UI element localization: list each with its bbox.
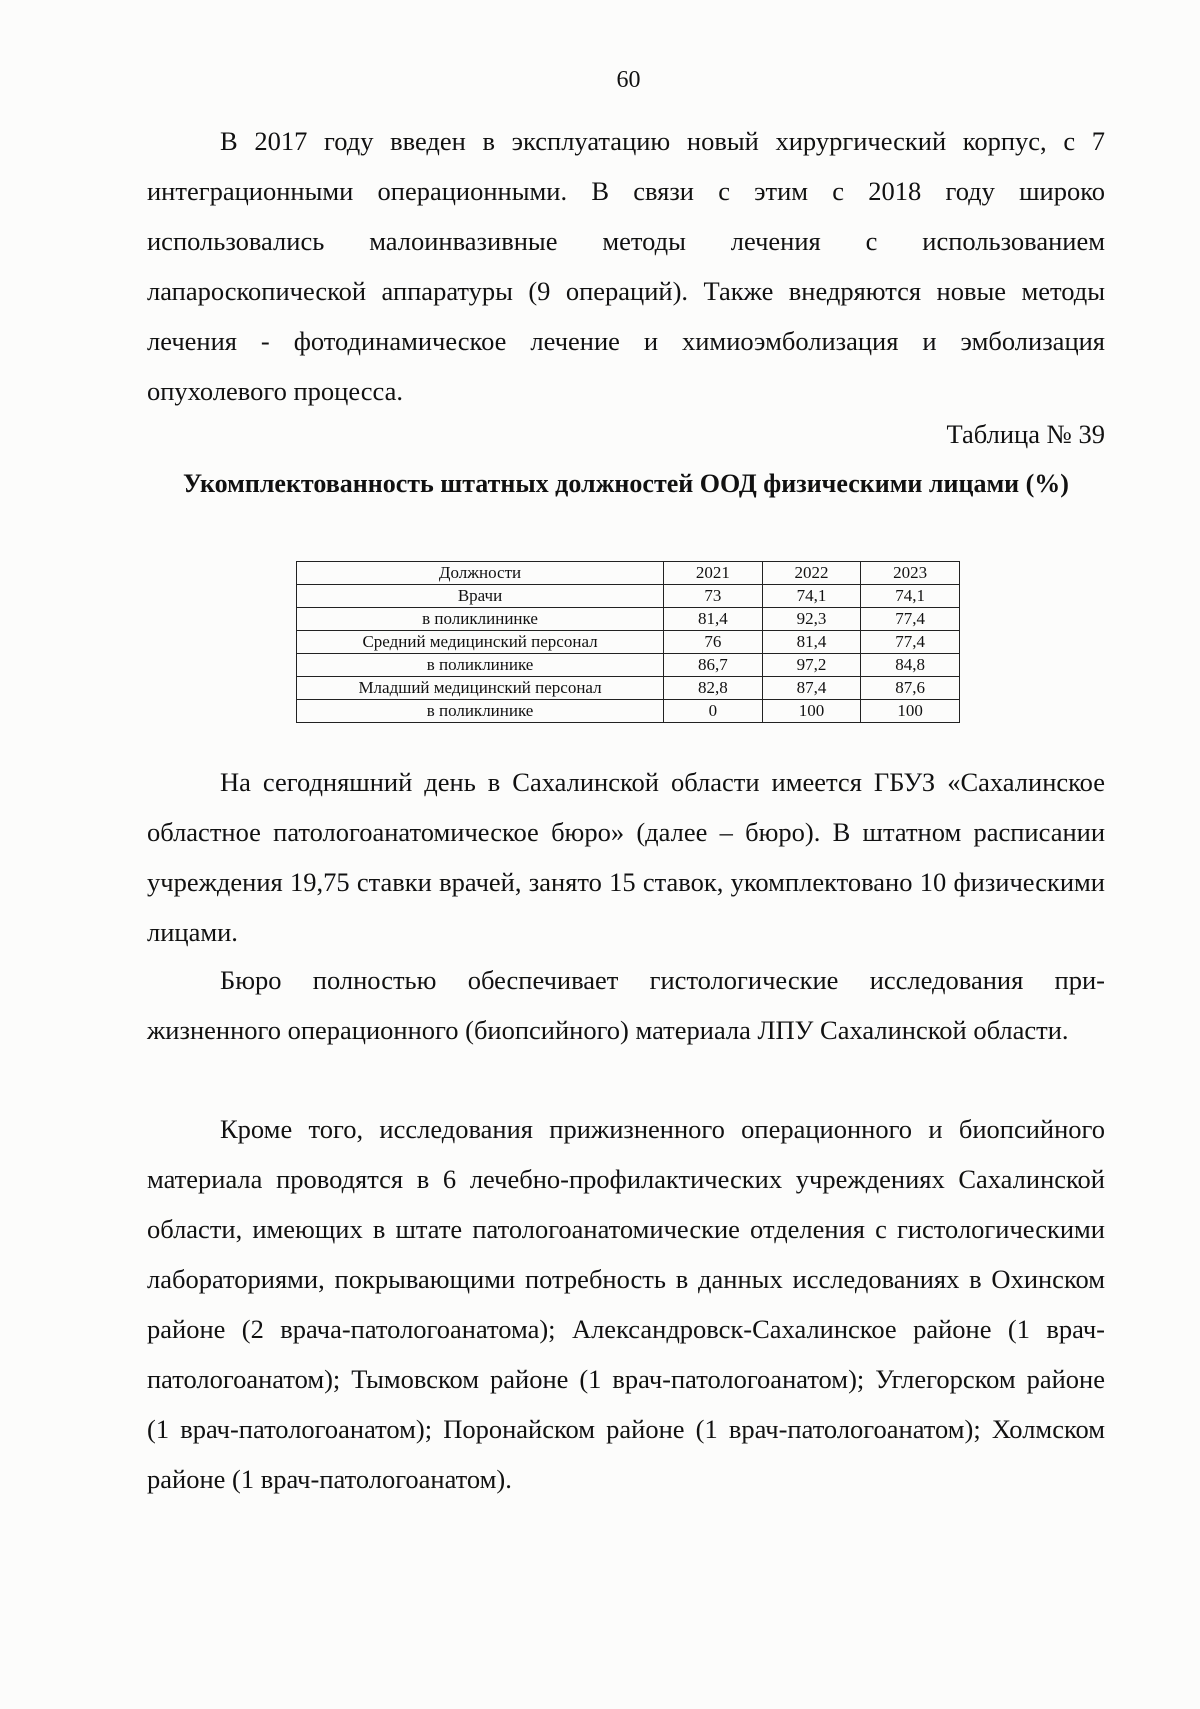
- table-cell-position: Младший медицинский персонал: [297, 677, 664, 700]
- table-cell-value: 81,4: [762, 631, 861, 654]
- table-cell-value: 77,4: [861, 631, 960, 654]
- table-header-cell: 2021: [664, 562, 763, 585]
- table-row: [297, 654, 960, 677]
- table-cell-value: 73: [664, 585, 763, 608]
- table-cell-value: 76: [664, 631, 763, 654]
- table-cell-value: 86,7: [664, 654, 763, 677]
- table-cell-value: 0: [664, 700, 763, 723]
- table-cell-value: 100: [861, 700, 960, 723]
- table-cell-value: 82,8: [664, 677, 763, 700]
- table-cell-position: Врачи: [297, 585, 664, 608]
- table-cell-position: в поликлинике: [297, 654, 664, 677]
- table-header-cell: 2023: [861, 562, 960, 585]
- table-cell-value: 77,4: [861, 608, 960, 631]
- table-header-row: [297, 562, 960, 585]
- table-caption: Таблица № 39: [946, 419, 1105, 449]
- table-cell-position: в поликлининке: [297, 608, 664, 631]
- table-cell-value: 97,2: [762, 654, 861, 677]
- table-cell-value: 81,4: [664, 608, 763, 631]
- table-row: [297, 631, 960, 654]
- paragraph-district-laboratories: Кроме того, исследования прижизненного операционного и биопсийного материала проводятся в 6 лечебно-профилактических учреждениях Сахалинской области, имеющих в штате патологоанатомические отделения с гистологическими лабораториями, покрывающими потребность в данных исследованиях в Охинском районе (2 врача-патологоанатома); Александровск-Сахалинское районе (1 врач-патологоанатом); Тымовском районе (1 врач-патологоанатом); Углегорском районе (1 врач-патологоанатом); Поронайском районе (1 врач-патологоанатом); Холмском районе (1 врач-патологоанатом).: [147, 1114, 1105, 1494]
- paragraph-surgical-building: В 2017 году введен в эксплуатацию новый хирургический корпус, с 7 интеграционными операционными. В связи с этим с 2018 году широко использовались малоинвазивные методы лечения с использованием лапароскопической аппаратуры (9 операций). Также внедряются новые методы лечения - фотодинамическое лечение и химиоэмболизация и эмболизация опухолевого процесса.: [147, 126, 1105, 406]
- table-cell-position: в поликлинике: [297, 700, 664, 723]
- table-row: [297, 700, 960, 723]
- table-cell-value: 100: [762, 700, 861, 723]
- table-row: [297, 585, 960, 608]
- paragraph-pathology-bureau: На сегодняшний день в Сахалинской области имеется ГБУЗ «Сахалинское областное патологоанатомическое бюро» (далее – бюро). В штатном расписании учреждения 19,75 ставки врачей, занято 15 ставок, укомплектовано 10 физическими лицами.: [147, 767, 1105, 947]
- table-cell-value: 87,6: [861, 677, 960, 700]
- table-title: Укомплектованность штатных должностей ООД физическими лицами (%): [183, 469, 1069, 498]
- table-cell-value: 92,3: [762, 608, 861, 631]
- table-header-cell: Должности: [297, 562, 664, 585]
- table-cell-value: 74,1: [861, 585, 960, 608]
- table-row: [297, 677, 960, 700]
- table-cell-value: 74,1: [762, 585, 861, 608]
- staffing-table: [296, 561, 960, 723]
- table-cell-value: 87,4: [762, 677, 861, 700]
- page-number: 60: [616, 67, 641, 93]
- table-row: [297, 608, 960, 631]
- paragraph-histology-services: Бюро полностью обеспечивает гистологические исследования прижизненного операционного (биопсийного) материала ЛПУ Сахалинской области.: [147, 965, 1105, 1045]
- table-cell-position: Средний медицинский персонал: [297, 631, 664, 654]
- table-header-cell: 2022: [762, 562, 861, 585]
- table-cell-value: 84,8: [861, 654, 960, 677]
